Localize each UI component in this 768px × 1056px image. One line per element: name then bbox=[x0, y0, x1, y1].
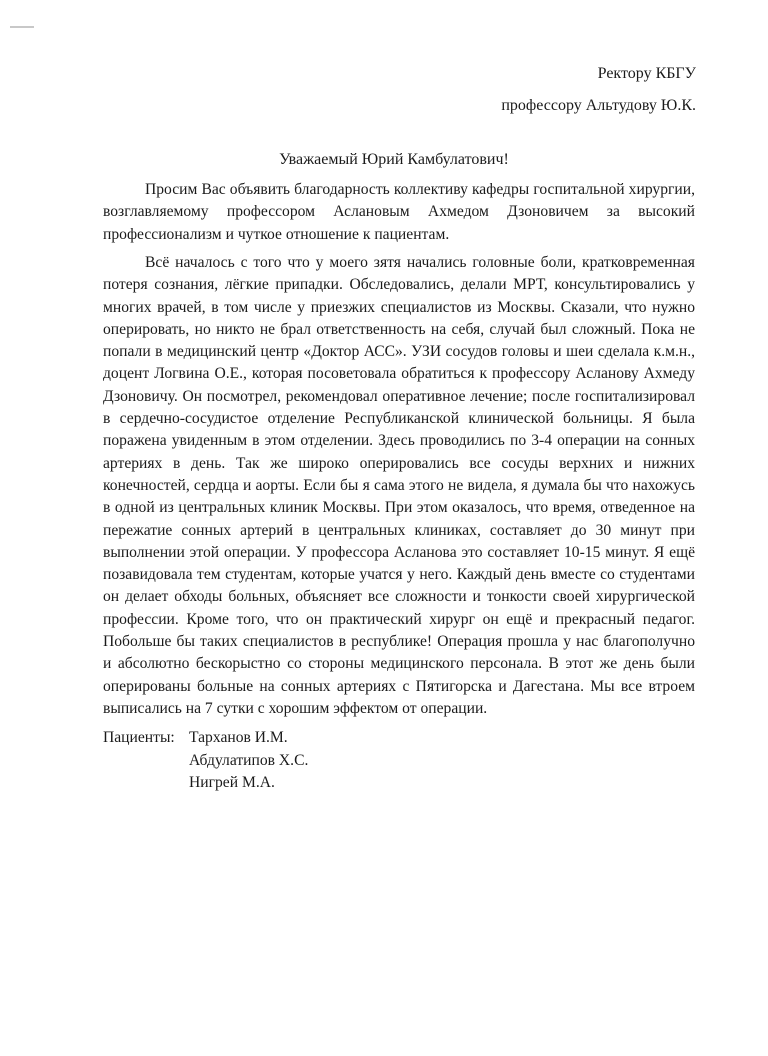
addressee-line-2: профессору Альтудову Ю.К. bbox=[501, 97, 696, 114]
patient-name: Абдулатипов Х.С. bbox=[189, 751, 309, 769]
patient-names bbox=[189, 727, 308, 795]
patient-name: Тарханов И.М. bbox=[189, 729, 288, 746]
scan-artifact bbox=[10, 26, 34, 28]
paragraph-request: Просим Вас объявить благодарность коллективу кафедры госпитальной хирургии, возглавляемому профессором Аслановым Ахмедом Дзоновичем за высокий профессионализм и чуткое отношение к пациентам. bbox=[103, 181, 695, 243]
greeting: Уважаемый Юрий Камбулатович! bbox=[279, 151, 509, 168]
patient-name: Нигрей М.А. bbox=[189, 774, 275, 791]
addressee-block bbox=[501, 58, 696, 122]
addressee-line-1: Ректору КБГУ bbox=[597, 65, 696, 82]
patients-label: Пациенты: bbox=[103, 729, 175, 746]
paragraph-story: Всё началось с того что у моего зятя начались головные боли, кратковременная потеря сознания, лёгкие припадки. Обследовались, делали МРТ, консультировались у многих врачей, в том числе у приезжих специалистов из Москвы. Сказали, что нужно оперировать, но никто не брал ответственность на себя, случай был сложный. Пока не попали в медицинский центр «Доктор АСС». УЗИ сосудов головы и шеи сделала к.м.н., доцент Логвина О.Е., которая посоветовала обратиться к профессору Асланову Ахмеду Дзоновичу. Он посмотрел, рекомендовал оперативное лечение; после госпитализировал в сердечно-сосудистое отделение Республиканской клинической больницы. Я была поражена увиденным в этом отделении. Здесь проводились по 3-4 операции на сонных артериях в день. Так же широко оперировались все сосуды верхних и нижних конечностей, сердца и аорты. Если бы я сама этого не видела, я думала бы что нахожусь в одной из центральных клиник Москвы. При этом оказалось, что время, отведенное на пережатие сонных артерий в центральных клиниках, составляет до 30 минут при выполнении этой операции. У профессора Асланова это составляет 10-15 минут. Я ещё позавидовала тем студентам, которые учатся у него. Каждый день вместе со студентами он делает обходы больных, объясняет все сложности и тонкости своей хирургической профессии. Кроме того, что он практический хирург он ещё и прекрасный педагог. Побольше бы таких специалистов в республике! Операция прошла у нас благополучно и абсолютно бескорыстно со стороны медицинского персонала. В этот же день были оперированы больные на сонных артериях с Пятигорска и Дагестана. Мы все втроем выписались на 7 сутки с хорошим эффектом от операции. bbox=[103, 254, 695, 717]
signature-block bbox=[103, 727, 308, 795]
